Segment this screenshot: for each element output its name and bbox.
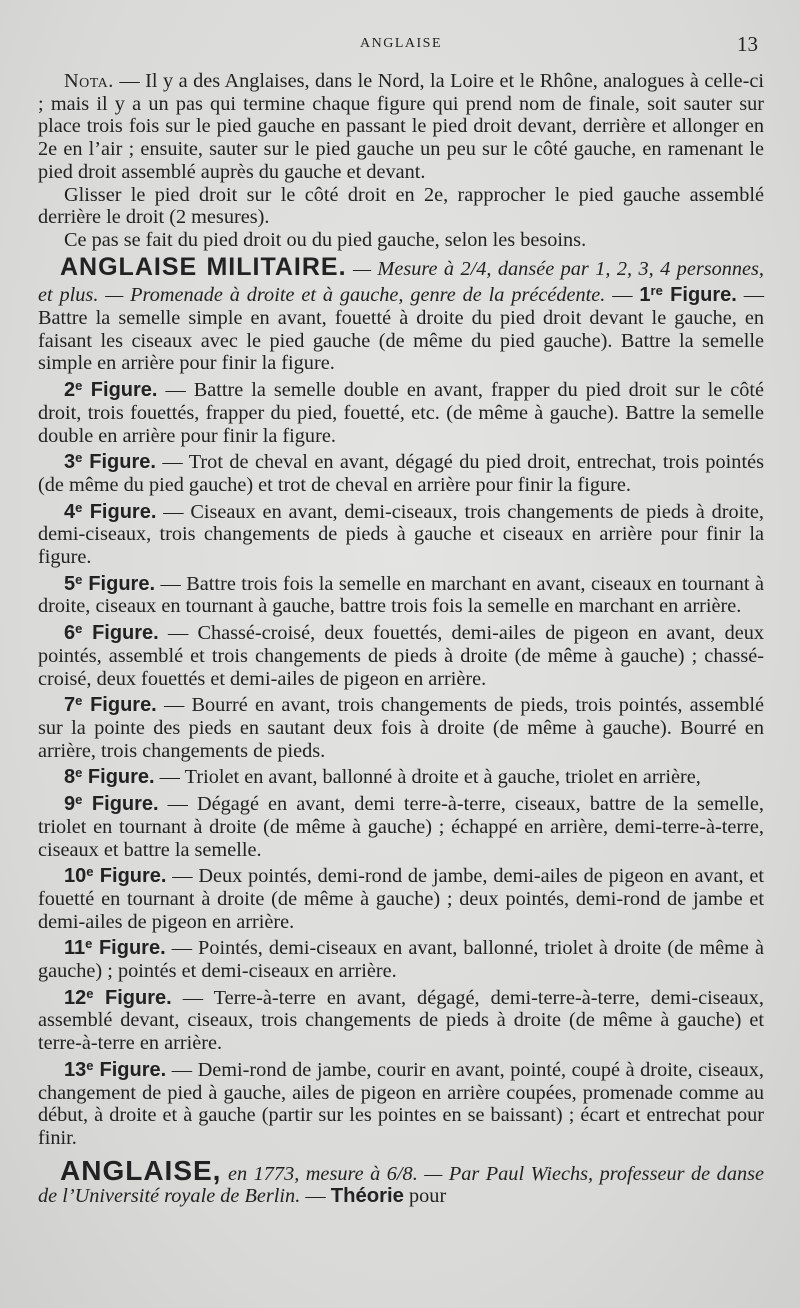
figure-paragraph: [38, 1055, 764, 1150]
figure-text: — Triolet en avant, ballonné à droite et à gauche, triolet en arrière,: [154, 766, 701, 789]
figure-text: — Battre la semelle double en avant, frapper du pied droit sur le côté droit, trois fouettés, frapper du pied, fouetté, etc. (de même à gauche). Battre la semelle double en arrière pour finir la figure.: [38, 379, 764, 447]
nota-label: Nota.: [64, 70, 114, 92]
figure-label: 12e Figure.: [64, 985, 172, 1009]
figure-text: — Battre trois fois la semelle en marchant en avant, ciseaux en tournant à droite, ciseaux en tournant à gauche, battre trois fois la semelle en marchant en arrière.: [38, 572, 764, 618]
figure-paragraph: [38, 569, 764, 618]
page-number: 13: [737, 32, 758, 56]
figure-paragraph: [38, 762, 764, 789]
theorie-word: Théorie: [330, 1185, 404, 1208]
figure-paragraph: [38, 375, 764, 447]
anglaise-1773-dash: —: [300, 1185, 331, 1208]
figure-1-text: — Battre la semelle simple en avant, fouetté à droite du pied droit devant le gauche, en faisant les ciseaux avec le pied gauche (de même du pied gauche). Battre la semelle simple en arrière pour finir la figure.: [38, 284, 764, 375]
figure-text: — Chassé-croisé, deux fouettés, demi-ailes de pigeon en avant, deux pointés, assemblé et trois changements de pieds à droite (de même à gauche) ; chassé-croisé, deux fouettés et demi-ailes de pigeon en arrière.: [38, 622, 764, 690]
figures-list: [38, 375, 764, 1150]
figure-1-label: 1re Figure.: [639, 283, 737, 307]
figure-text: — Terre-à-terre en avant, dégagé, demi-terre-à-terre, demi-ciseaux, assemblé devant, ciseaux, trois changements de pieds à droite (de même à gauche) et terre-à-terre en arrière.: [38, 986, 764, 1055]
running-title: ANGLAISE: [360, 36, 442, 51]
figure-paragraph: [38, 983, 764, 1055]
figure-text: — Demi-rond de jambe, courir en avant, pointé, coupé à droite, ciseaux, changement de pied à gauche, ailes de pigeon en arrière coupées, promenade comme au début, à droite et à gauche (partir sur les pointes en se baissant) ; écart et entrechat pour finir.: [38, 1058, 764, 1149]
figure-text: — Deux pointés, demi-rond de jambe, demi-ailes de pigeon en avant, et fouetté en tournant à droite (de même à gauche) ; deux pointés, demi-rond de jambe et demi-ailes de pigeon en arrière.: [38, 865, 764, 933]
glisser-paragraph: Glisser le pied droit sur le côté droit en 2e, rapprocher le pied gauche assemblé derrière le droit (2 mesures).: [38, 183, 764, 229]
nota-paragraph: [38, 70, 764, 184]
figure-text: — Dégagé en avant, demi terre-à-terre, ciseaux, battre de la semelle, triolet en tournant à droite (de même à gauche) ; échappé en arrière, demi-terre-à-terre, ciseaux et battre la semelle.: [38, 793, 764, 861]
figure-label: 10e Figure.: [64, 864, 167, 888]
figure-label: 11e Figure.: [64, 936, 166, 960]
anglaise-militaire-section: ANGLAISE MILITAIRE. — Mesure à 2/4, dansée par 1, 2, 3, 4 personnes, et plus. — Promenade à droite et à gauche, genre de la précédente. — 1re Figure. — Battre la semelle simple en avant, fouetté à droite du pied droit devant le gauche, en faisant les ciseaux avec le pied gauche (de même du pied gauche). Battre la semelle simple en arrière pour finir la figure.: [38, 252, 764, 375]
anglaise-militaire-heading: ANGLAISE MILITAIRE.: [60, 252, 347, 281]
figure-label: 2e Figure.: [64, 378, 158, 402]
anglaise-1773-tail: pour: [403, 1185, 447, 1208]
anglaise-militaire-intro: — Mesure à 2/4, dansée par 1, 2, 3, 4 personnes, et plus. — Promenade à droite et à gauche, genre de la précédente.: [38, 257, 764, 307]
figure-label: 5e Figure.: [64, 571, 156, 595]
figure-paragraph: [38, 933, 764, 982]
figure-paragraph: [38, 618, 764, 690]
figure-label: 4e Figure.: [64, 499, 157, 523]
figure-paragraph: [38, 497, 764, 569]
anglaise-1773-intro: en 1773, mesure à 6/8. — Par Paul Wiechs, professeur de danse de l’Université royale de Berlin.: [38, 1162, 764, 1208]
figure-label: 3e Figure.: [64, 450, 156, 474]
figure-text: — Trot de cheval en avant, dégagé du pied droit, entrechat, trois pointés (de même du pied gauche) et trot de cheval en arrière pour finir la figure.: [38, 451, 764, 496]
figure-text: — Pointés, demi-ciseaux en avant, ballonné, triolet à droite (de même à gauche) ; pointés et demi-ciseaux en arrière.: [38, 937, 764, 983]
ce-pas-paragraph: Ce pas se fait du pied droit ou du pied gauche, selon les besoins.: [64, 228, 587, 251]
figure-label: 9e Figure.: [64, 792, 159, 816]
figure-label: 6e Figure.: [64, 621, 159, 645]
figure-paragraph: [38, 690, 764, 762]
figure-label: 8e Figure.: [64, 765, 155, 789]
page-body: [38, 70, 764, 1208]
nota-text: — Il y a des Anglaises, dans le Nord, la Loire et le Rhône, analogues à celle-ci ; mais il y a un pas qui termine chaque figure qui prend nom de finale, soit sauter sur place trois fois sur le pied gauche en passant le pied droit devant, derrière et allonger en 2e en l’air ; ensuite, sauter sur le pied gauche un peu sur le côté gauche, en ramenant le pied droit assemblé auprès du gauche et devant.: [38, 70, 764, 183]
figure-label: 13e Figure.: [64, 1057, 167, 1081]
figure-text: — Ciseaux en avant, demi-ciseaux, trois changements de pieds à droite, demi-ciseaux, trois changements de pieds à gauche et ciseaux en arrière pour finir la figure.: [38, 500, 764, 569]
anglaise-1773-heading: ANGLAISE,: [60, 1154, 222, 1186]
figure-label: 7e Figure.: [64, 693, 157, 717]
figure-paragraph: [38, 789, 764, 861]
anglaise-1773-section: [38, 1154, 764, 1208]
figure-text: — Bourré en avant, trois changements de pieds, trois pointés, assemblé sur la pointe des pieds en sautant deux fois à droite (de même à gauche). Bourré en arrière, trois changements de pieds.: [38, 694, 764, 762]
figure-paragraph: [38, 861, 764, 933]
figure-paragraph: [38, 447, 764, 496]
running-header: [38, 32, 764, 56]
